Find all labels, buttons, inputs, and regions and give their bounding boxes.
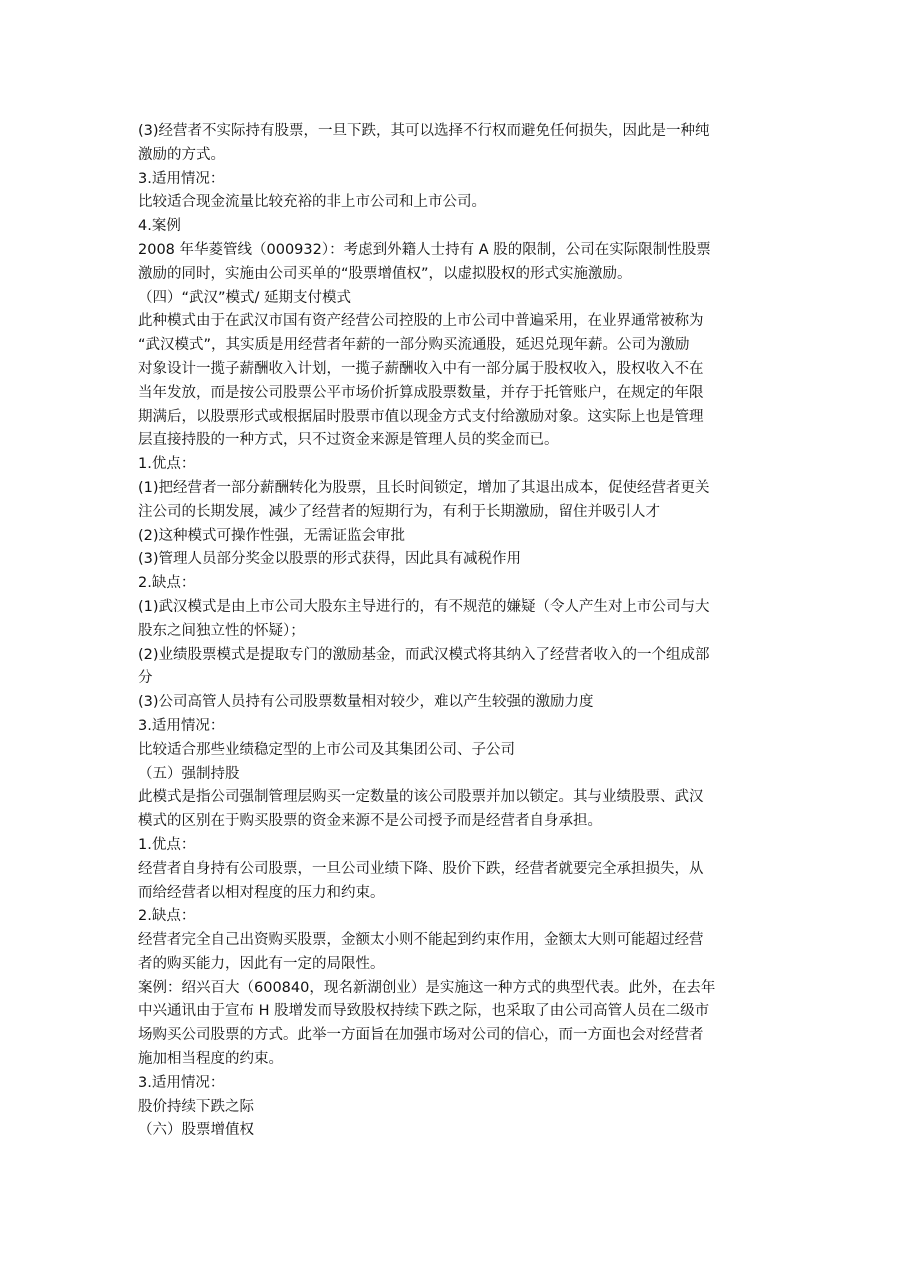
text-line: 当年发放，而是按公司股票公平市场价折算成股票数量，并存于托管账户，在规定的年限 (138, 384, 704, 401)
text-line: 分 (138, 670, 153, 687)
text-line: 1.优点： (138, 456, 196, 473)
text-line: 对象设计一揽子薪酬收入计划，一揽子薪酬收入中有一部分属于股权收入，股权收入不在 (138, 360, 704, 377)
text-line: 股东之间独立性的怀疑）； (138, 622, 305, 639)
document-page (138, 120, 778, 1143)
text-line: 比较适合现金流量比较充裕的非上市公司和上市公司。 (138, 194, 486, 211)
text-line: (2)业绩股票模式是提取专门的激励基金，而武汉模式将其纳入了经营者收入的一个组成部 (138, 646, 710, 663)
text-line: 3.适用情况： (138, 717, 225, 734)
text-line: 模式的区别在于购买股票的资金来源不是公司授予而是经营者自身承担。 (138, 813, 602, 830)
text-line: 层直接持股的一种方式，只不过资金来源是管理人员的奖金而已。 (138, 432, 559, 449)
text-line: 3.适用情况： (138, 1074, 225, 1091)
text-line: （六）股票增值权 (138, 1122, 254, 1139)
text-line: 激励的方式。 (138, 146, 225, 163)
text-line: 4.案例 (138, 218, 181, 235)
text-line: 经营者自身持有公司股票，一旦公司业绩下降、股价下跌，经营者就要完全承担损失，从 (138, 860, 704, 877)
text-line: 中兴通讯由于宣布 H 股增发而导致股权持续下跌之际，也采取了由公司高管人员在二级市 (138, 1003, 710, 1020)
text-line: 此模式是指公司强制管理层购买一定数量的该公司股票并加以锁定。其与业绩股票、武汉 (138, 789, 704, 806)
text-line: 注公司的长期发展，减少了经营者的短期行为，有利于长期激励，留住并吸引人才 (138, 503, 660, 520)
text-line: (1)把经营者一部分薪酬转化为股票，且长时间锁定，增加了其退出成本，促使经营者更关 (138, 479, 710, 496)
text-line: (2)这种模式可操作性强，无需证监会审批 (138, 527, 406, 544)
text-line: 经营者完全自己出资购买股票，金额太小则不能起到约束作用，金额太大则可能超过经营 (138, 932, 704, 949)
text-line: 2.缺点： (138, 575, 196, 592)
text-line: 期满后，以股票形式或根据届时股票市值以现金方式支付给激励对象。这实际上也是管理 (138, 408, 704, 425)
text-line: 1.优点： (138, 836, 196, 853)
text-line: “武汉模式”，其实质是用经营者年薪的一部分购买流通股，延迟兑现年薪。公司为激励 (138, 337, 690, 354)
text-line: 案例：绍兴百大（600840，现名新湖创业）是实施这一种方式的典型代表。此外，在去年 (138, 979, 716, 996)
text-line: （五）强制持股 (138, 765, 240, 782)
text-line: 者的购买能力，因此有一定的局限性。 (138, 955, 385, 972)
text-line: （四）“武汉”模式/ 延期支付模式 (138, 289, 352, 306)
text-line: 股价持续下跌之际 (138, 1098, 254, 1115)
text-line: 施加相当程度的约束。 (138, 1051, 283, 1068)
text-line: 比较适合那些业绩稳定型的上市公司及其集团公司、子公司 (138, 741, 515, 758)
text-line: 2008 年华菱管线（000932）：考虑到外籍人士持有 A 股的限制，公司在实际限制性股票 (138, 241, 711, 258)
text-line: 2.缺点： (138, 908, 196, 925)
text-line: 而给经营者以相对程度的压力和约束。 (138, 884, 385, 901)
text-line: (3)经营者不实际持有股票，一旦下跌，其可以选择不行权而避免任何损失，因此是一种纯 (138, 123, 710, 139)
text-line: 3.适用情况： (138, 170, 225, 187)
text-line: 激励的同时，实施由公司买单的“股票增值权”，以虚拟股权的形式实施激励。 (138, 265, 632, 282)
text-line: (3)管理人员部分奖金以股票的形式获得，因此具有减税作用 (138, 551, 522, 568)
text-line: 此种模式由于在武汉市国有资产经营公司控股的上市公司中普遍采用，在业界通常被称为 (138, 313, 704, 330)
text-line: (1)武汉模式是由上市公司大股东主导进行的，有不规范的嫌疑（令人产生对上市公司与大 (138, 598, 710, 615)
text-line: 场购买公司股票的方式。此举一方面旨在加强市场对公司的信心，而一方面也会对经营者 (138, 1027, 704, 1044)
text-line: (3)公司高管人员持有公司股票数量相对较少，难以产生较强的激励力度 (138, 694, 594, 711)
